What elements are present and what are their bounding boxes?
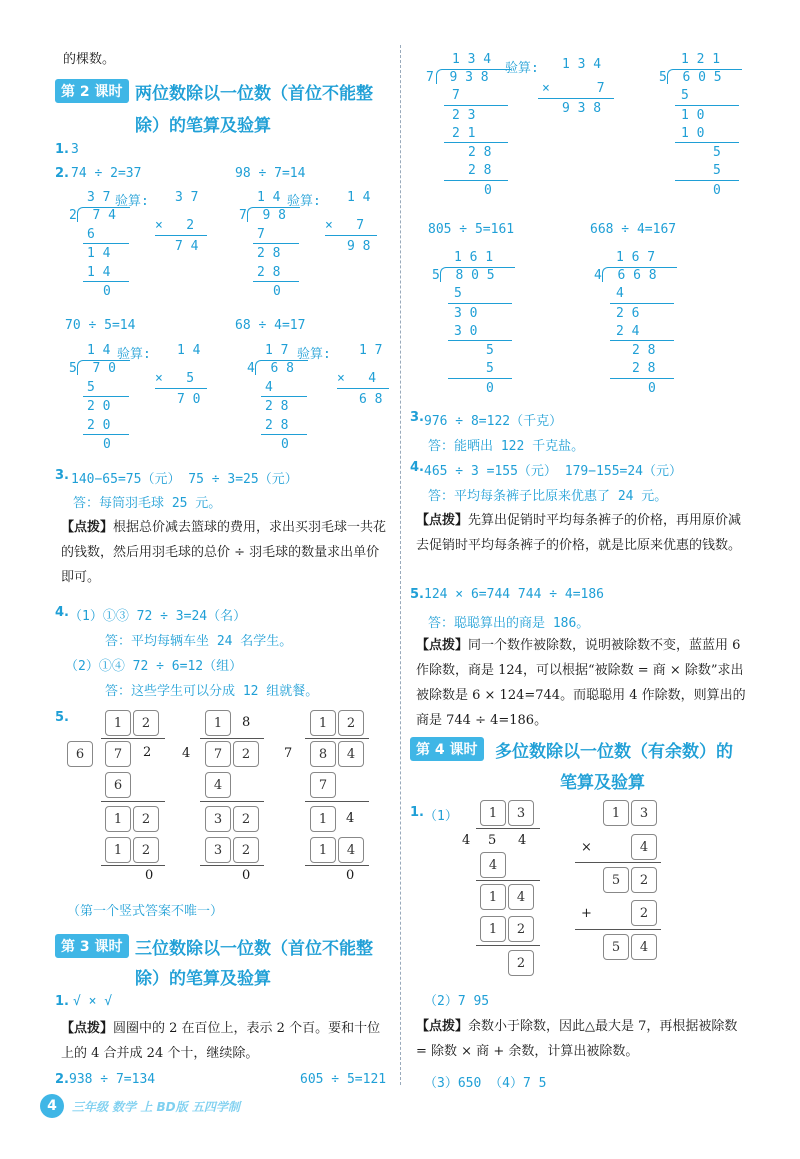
rq4-tip [416,508,746,558]
long-division-68-4: 1 7 4 6 8 4 2 8 2 8 0 [243,343,383,458]
tip-label: 【点拨】 [61,520,114,535]
tip-label: 【点拨】 [416,513,469,528]
rq5-line: 124 × 6=744 744 ÷ 4=186 [424,587,605,602]
rq4-answer: 答：平均每条裤子比原来优惠了 24 元。 [428,489,668,504]
check-label: 验算: [117,347,151,362]
check-multiplication-14x5: 1 4 × 5 7 0 [155,343,215,403]
footer-text: 三年级 数学 上 BD版 五四学制 [72,1100,240,1114]
check-multiplication-37x2: 3 7 × 2 7 4 [155,190,215,250]
lesson2-title-line1: 两位数除以一位数（首位不能整 [135,84,373,104]
l3q1-tip [61,1016,391,1066]
lesson4-title-line2: 笔算及验算 [560,773,645,793]
q1-answer: 3 [71,142,79,157]
q4-number: 4. [55,605,69,620]
tip-text: 圆圈中的 2 在百位上，表示 2 个百。要和十位上的 4 合并成 24 个十，继续除。 [61,1021,381,1061]
tip-text: 同一个数作被除数，说明被除数不变，蓝蓝用 6 作除数，商是 124，可以根据“被除数 = 商 × 除数”求出被除数是 6 × 124=744。而聪聪用 4 作除数，则算出的商是 744 ÷ 4=186。 [416,638,746,728]
rq3-answer: 答：能晒出 122 千克盐。 [428,439,585,454]
q4-part2: （2）①④ 72 ÷ 6=12（组） [65,659,243,674]
check-label: 验算: [115,194,149,209]
l3q2-eq2: 605 ÷ 5=121 [300,1072,387,1087]
long-division-668-4: 1 6 7 4 6 6 8 4 2 6 2 4 2 8 2 8 0 [590,250,690,400]
tip-text: 余数小于除数，因此△最大是 7，再根据被除数 = 除数 × 商 + 余数，计算出被除数。 [416,1019,738,1059]
boxed-check-13x4-plus-2: 1 3 × 4 5 2 + 2 5 4 [575,800,675,970]
l3q1-answer: √ × √ [73,994,113,1009]
l4q1-number: 1. [410,805,424,820]
right-column [410,0,790,1100]
tip-text: 根据总价减去篮球的费用，求出买羽毛球一共花的钱数，然后用羽毛球的总价 ÷ 羽毛球的数量求出单价即可。 [61,520,387,585]
long-division-805-5: 1 6 1 5 8 0 5 5 3 0 3 0 5 5 0 [428,250,528,400]
q4-answer2: 答：这些学生可以分成 12 组就餐。 [105,684,319,699]
q3-tip [61,515,391,590]
lesson4-badge: 第 4 课时 [410,737,484,761]
eq-805-5: 805 ÷ 5=161 [428,222,515,237]
lesson2-header [55,80,129,102]
l4q1-part2: （2）7 95 [424,994,490,1009]
lesson4-header [410,738,484,760]
q3-answer: 答：每筒羽毛球 25 元。 [73,496,222,511]
tip-text: 先算出促销时平均每条裤子的价格，再用原价减去促销时平均每条裤子的价格，就是比原来优惠的钱数。 [416,513,742,553]
rq5-answer: 答：聪聪算出的商是 186。 [428,616,590,631]
check-multiplication-14x7: 1 4 × 7 9 8 [325,190,385,250]
l3q1-number: 1. [55,994,69,1009]
tip-label: 【点拨】 [416,638,469,653]
q2-number: 2. [55,166,69,181]
q5-number: 5. [55,710,69,725]
top-line: 的棵数。 [63,52,116,67]
long-division-938-7: 1 3 4 7 9 3 8 7 2 3 2 1 2 8 2 8 0 [420,52,520,202]
q3-number: 3. [55,468,69,483]
page-footer [40,1092,340,1120]
q2-eq2: 98 ÷ 7=14 [235,166,306,181]
rq3-number: 3. [410,410,424,425]
check-label: 验算: [505,61,539,76]
lesson3-title-line2: 除）的笔算及验算 [135,969,271,989]
tip-label: 【点拨】 [416,1019,469,1034]
lesson3-header [55,935,129,957]
l3q2-eq1: 938 ÷ 7=134 [69,1072,156,1087]
l4q1-tip [416,1014,746,1064]
long-division-70-5: 1 4 5 7 0 5 2 0 2 0 0 [65,343,205,458]
q1-number: 1. [55,142,69,157]
page-number: 4 [40,1094,64,1118]
eq-668-4: 668 ÷ 4=167 [590,222,677,237]
rq4-number: 4. [410,460,424,475]
rq5-tip [416,633,746,733]
rq4-line: 465 ÷ 3 =155（元） 179−155=24（元） [424,464,683,479]
check-multiplication-134x7: 1 3 4 × 7 9 3 8 [538,57,618,117]
lesson3-title-line1: 三位数除以一位数（首位不能整 [135,939,373,959]
q2-eq3: 70 ÷ 5=14 [65,318,136,333]
check-multiplication-17x4: 1 7 × 4 6 8 [337,343,397,403]
left-column [55,0,435,1100]
q3-line: 140−65=75（元） 75 ÷ 3=25（元） [71,472,298,487]
rq5-number: 5. [410,587,424,602]
boxed-division-54-4: 1 3 4 5 4 4 1 4 1 2 2 [460,800,560,980]
q2-eq1: 74 ÷ 2=37 [71,166,142,181]
l4q1-part1: （1） [424,809,458,824]
boxed-division-2: 1 8 4 7 2 4 3 2 3 2 0 [180,710,280,885]
q4-answer1: 答：平均每辆车坐 24 名学生。 [105,634,293,649]
boxed-division-3: 1 2 7 8 4 7 1 4 1 4 0 [280,710,380,885]
l3q2-number: 2. [55,1072,69,1087]
rq3-line: 976 ÷ 8=122（千克） [424,414,563,429]
long-division-98-7: 1 4 7 9 8 7 2 8 2 8 0 [235,190,375,305]
check-label: 验算: [297,347,331,362]
boxed-division-1: 1 2 6 7 2 6 1 2 1 2 0 [65,710,175,885]
long-division-605-5: 1 2 1 5 6 0 5 5 1 0 1 0 5 5 0 [655,52,755,202]
check-label: 验算: [287,194,321,209]
long-division-74-2: 3 7 2 7 4 6 1 4 1 4 0 [65,190,205,305]
lesson4-title-line1: 多位数除以一位数（有余数）的 [495,742,733,762]
lesson2-title-line2: 除）的笔算及验算 [135,116,271,136]
q5-note: （第一个竖式答案不唯一） [67,904,224,919]
tip-label: 【点拨】 [61,1021,114,1036]
lesson3-badge: 第 3 课时 [55,934,129,958]
q4-part1: （1）①③ 72 ÷ 3=24（名） [69,609,247,624]
l4q1-part3: （3）650 （4）7 5 [424,1076,547,1091]
q2-eq4: 68 ÷ 4=17 [235,318,306,333]
lesson2-badge: 第 2 课时 [55,79,129,103]
